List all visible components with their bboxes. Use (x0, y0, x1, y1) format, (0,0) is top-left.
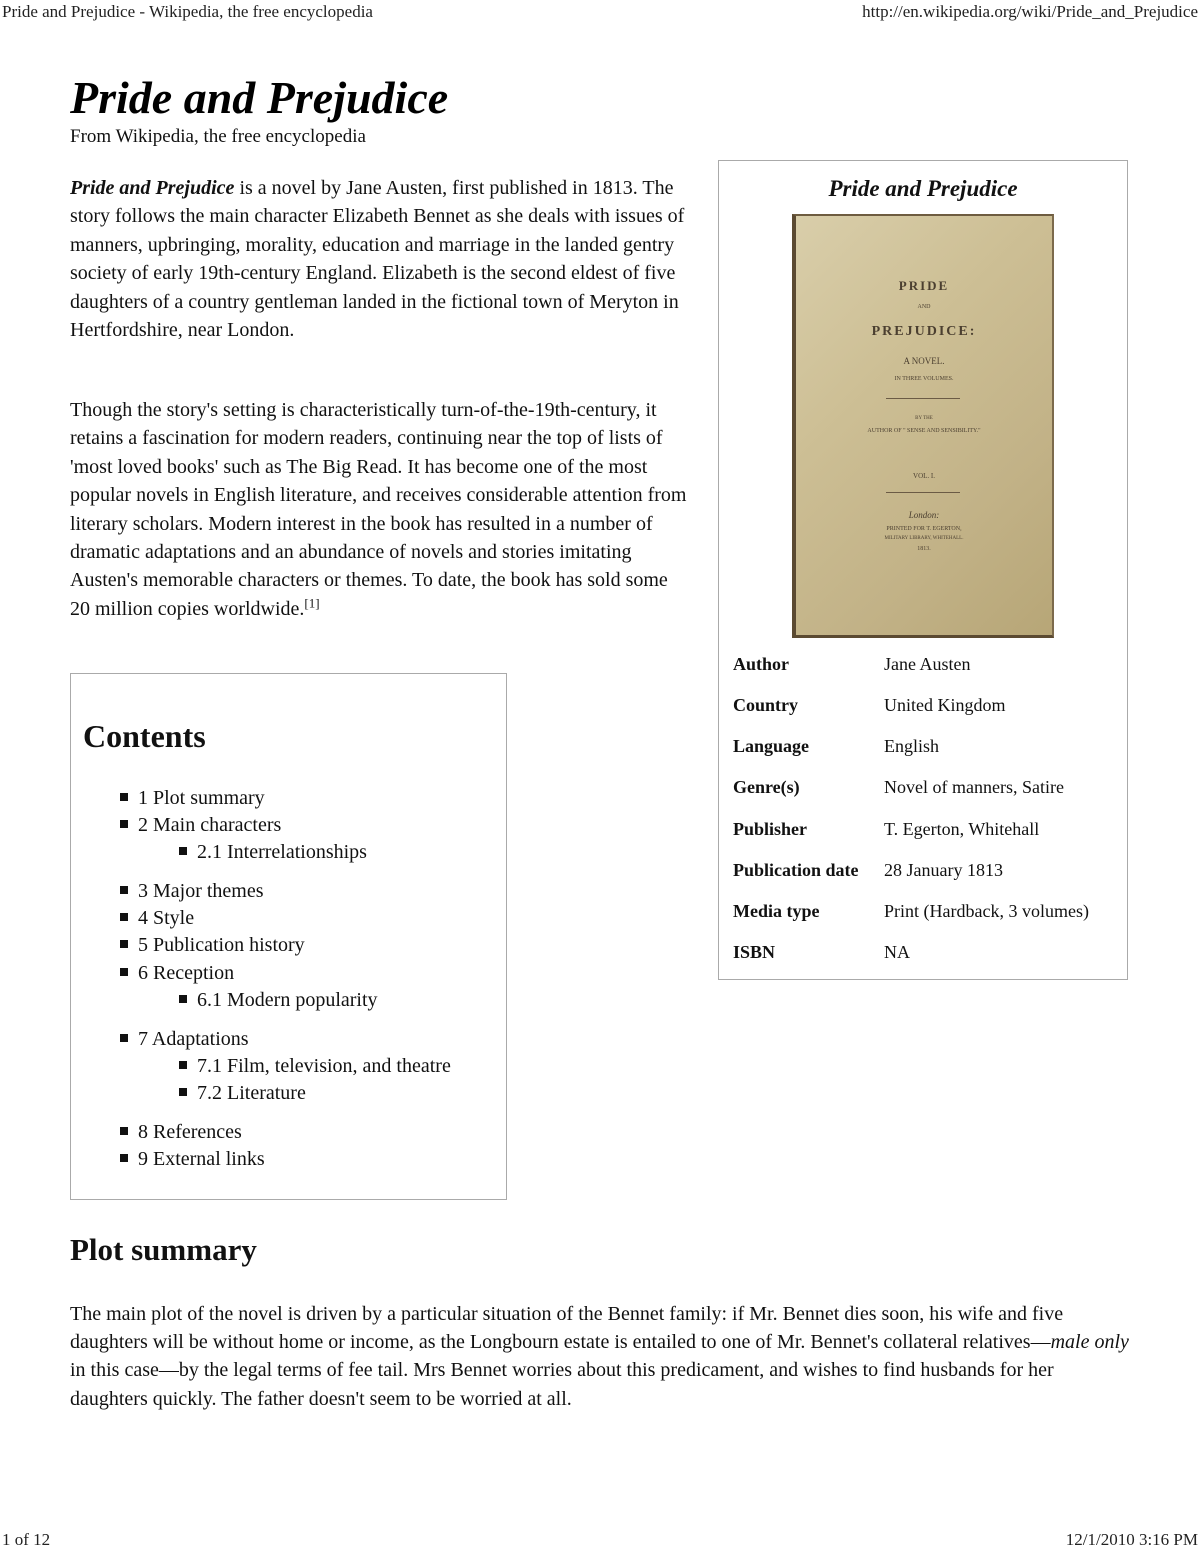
section-heading-plot-summary: Plot summary (70, 1232, 257, 1267)
plot-text-emphasis: male only (1050, 1331, 1129, 1354)
toc-item-label: 7.2 Literature (197, 1082, 306, 1104)
infobox-label: Publisher (733, 819, 808, 839)
infobox-value[interactable]: English (884, 736, 940, 756)
toc-item-major-themes[interactable] (120, 880, 264, 903)
bullet-icon (179, 1088, 187, 1096)
toc-item-modern-popularity[interactable] (179, 989, 378, 1012)
toc-item-literature[interactable] (179, 1082, 306, 1105)
infobox-label: Publication date (733, 860, 859, 880)
lead-paragraph-1-text: is a novel by Jane Austen, first published in 1813. The story follows the main character Elizabeth Bennet as she deals with issues of manners, upbringing, morality, education and marriage in the landed gentry society of early 19th-century England. Elizabeth is the second eldest of five daughters of a country gentleman landed in the fictional town of Meryton in Hertfordshire, near London. (70, 177, 685, 342)
toc-item-label: 9 External links (138, 1148, 265, 1170)
bullet-icon (120, 968, 128, 976)
citation-link[interactable]: [1] (304, 595, 320, 611)
cover-text: MILITARY LIBRARY, WHITEHALL. (884, 536, 964, 541)
page-title: Pride and Prejudice (70, 72, 449, 123)
infobox-value: NA (884, 942, 910, 962)
toc-item-plot-summary[interactable] (120, 787, 265, 810)
lead-paragraph-2 (70, 396, 692, 623)
infobox-label: Media type (733, 901, 820, 921)
infobox-title: Pride and Prejudice (828, 176, 1018, 201)
toc-item-main-characters[interactable] (120, 814, 281, 837)
toc-item-external-links[interactable] (120, 1148, 265, 1171)
infobox-row-author (733, 654, 1123, 692)
toc-item-label: 7 Adaptations (138, 1028, 249, 1050)
bullet-icon (120, 793, 128, 801)
cover-text: AND (917, 304, 931, 310)
page-number: 1 of 12 (2, 1530, 51, 1549)
cover-text: VOL. I. (913, 472, 935, 480)
bullet-icon (120, 940, 128, 948)
infobox-row-language (733, 736, 1123, 774)
bullet-icon (120, 886, 128, 894)
toc-item-references[interactable] (120, 1121, 242, 1144)
toc-item-label: 3 Major themes (138, 880, 264, 902)
site-subtitle: From Wikipedia, the free encyclopedia (70, 126, 366, 147)
bullet-icon (120, 1127, 128, 1135)
infobox-row-publisher (733, 819, 1123, 857)
cover-text: AUTHOR OF " SENSE AND SENSIBILITY." (867, 428, 981, 434)
infobox-row-publication-date (733, 860, 1123, 898)
infobox-value: 28 January 1813 (884, 860, 1003, 880)
infobox-row-genre (733, 777, 1123, 815)
toc-item-label: 2.1 Interrelationships (197, 841, 367, 863)
infobox-label: Country (733, 695, 799, 715)
toc-item-label: 4 Style (138, 907, 195, 929)
plot-text: in this case—by the legal terms of fee tail. Mrs Bennet worries about this predicament, and wishes to find husbands for her daughters quickly. The father doesn't seem to be worried at all. (70, 1359, 1054, 1410)
print-header-title: Pride and Prejudice - Wikipedia, the free encyclopedia (2, 2, 373, 21)
book-cover-image[interactable] (792, 214, 1054, 638)
infobox-row-isbn (733, 942, 1123, 980)
toc-item-label: 6.1 Modern popularity (197, 989, 378, 1011)
cover-text: A NOVEL. (903, 356, 945, 366)
cover-rule (886, 398, 960, 399)
bullet-icon (120, 820, 128, 828)
infobox-value[interactable]: Novel of manners, Satire (884, 777, 1064, 797)
infobox-value[interactable]: T. Egerton, Whitehall (884, 819, 1040, 839)
print-footer (0, 1530, 1200, 1552)
toc-item-reception[interactable] (120, 962, 234, 985)
infobox-value[interactable]: United Kingdom (884, 695, 1006, 715)
cover-rule (886, 492, 960, 493)
toc-item-label: 1 Plot summary (138, 787, 265, 809)
infobox-label: ISBN (733, 942, 776, 962)
cover-text: BY THE (915, 416, 933, 421)
cover-text: PRIDE (898, 278, 950, 293)
toc-item-label: 8 References (138, 1121, 242, 1143)
infobox-value[interactable]: Print (Hardback, 3 volumes) (884, 901, 1089, 921)
toc-item-publication-history[interactable] (120, 934, 305, 957)
cover-text: IN THREE VOLUMES. (894, 376, 954, 382)
cover-text: PREJUDICE: (871, 324, 977, 339)
lead-paragraph-2-text: Though the story's setting is characteristically turn-of-the-19th-century, it retains a fascination for modern readers, continuing near the top of lists of 'most loved books' such as The Big Read. It has become one of the most popular novels in English literature, and receives considerable attention from literary scholars. Modern interest in the book has resulted in a number of dramatic adaptations and an abundance of novels and stories imitating Austen's memorable characters or themes. To date, the book has sold some 20 million copies worldwide. (70, 399, 687, 620)
toc-title: Contents (83, 718, 206, 754)
toc-item-interrelationships[interactable] (179, 841, 367, 864)
print-header-url: http://en.wikipedia.org/wiki/Pride_and_Prejudice (862, 2, 1198, 21)
lead-paragraph-1 (70, 174, 692, 344)
toc-item-label: 5 Publication history (138, 934, 305, 956)
cover-text: London: (908, 510, 940, 520)
plot-summary-paragraph (70, 1300, 1132, 1413)
toc-item-label: 7.1 Film, television, and theatre (197, 1055, 451, 1077)
toc-item-label: 2 Main characters (138, 814, 282, 836)
bullet-icon (179, 995, 187, 1003)
bullet-icon (179, 1061, 187, 1069)
plot-text: The main plot of the novel is driven by a particular situation of the Bennet family: if Mr. Bennet dies soon, his wife and five daughters will be without home or income, as the Longbourn estate is entailed to one of Mr. Bennet's collateral relatives— (70, 1303, 1064, 1354)
bullet-icon (120, 1034, 128, 1042)
bullet-icon (120, 913, 128, 921)
infobox-value[interactable]: Jane Austen (884, 654, 971, 674)
toc-item-adaptations[interactable] (120, 1028, 249, 1051)
bullet-icon (179, 847, 187, 855)
infobox-row-country (733, 695, 1123, 733)
infobox-row-media-type (733, 901, 1123, 939)
toc-item-style[interactable] (120, 907, 194, 930)
infobox-label: Author (733, 654, 790, 674)
toc-item-film-television-theatre[interactable] (179, 1055, 451, 1078)
toc-item-label: 6 Reception (138, 962, 235, 984)
infobox-label: Genre(s) (733, 777, 800, 797)
infobox-label: Language (733, 736, 810, 756)
cover-text: 1813. (917, 546, 931, 552)
cover-text: PRINTED FOR T. EGERTON, (886, 526, 962, 532)
bullet-icon (120, 1154, 128, 1162)
print-timestamp: 12/1/2010 3:16 PM (1065, 1530, 1198, 1549)
print-header (0, 2, 1200, 24)
lead-book-title: Pride and Prejudice (70, 177, 235, 199)
